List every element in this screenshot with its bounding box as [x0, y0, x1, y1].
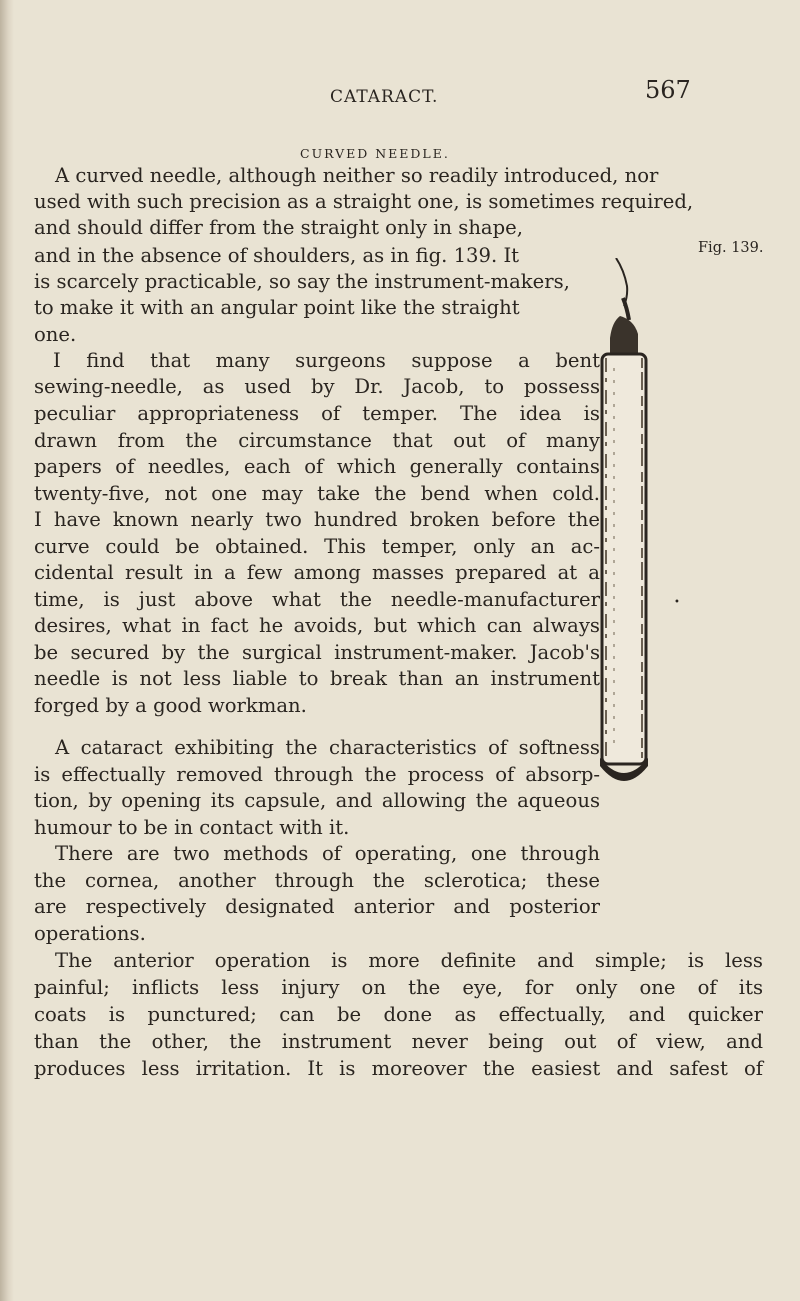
text-line: is scarcely practicable, so say the instrument-makers,	[34, 270, 570, 293]
text-line: used with such precision as a straight one, is sometimes required,	[34, 190, 694, 213]
text-line: is effectually removed through the process of absorp-	[34, 763, 600, 786]
text-line: peculiar appropriateness of temper. The idea is	[34, 402, 600, 425]
page-edge	[0, 0, 14, 1301]
text-line: needle is not less liable to break than an instrument	[34, 667, 600, 690]
curved-needle-figure-icon	[594, 258, 654, 798]
text-line: forged by a good workman.	[34, 694, 307, 717]
text-line: twenty-five, not one may take the bend when cold.	[34, 482, 600, 505]
text-line: cidental result in a few among masses prepared at a	[34, 561, 600, 584]
text-line: There are two methods of operating, one through	[55, 842, 600, 865]
text-line: are respectively designated anterior and posterior	[34, 895, 600, 918]
text-line: and in the absence of shoulders, as in fig. 139. It	[34, 244, 520, 267]
text-line: sewing-needle, as used by Dr. Jacob, to possess	[34, 375, 600, 398]
text-line: A cataract exhibiting the characteristics of softness	[55, 736, 600, 759]
text-line: operations.	[34, 922, 146, 945]
text-line: curve could be obtained. This temper, only an ac-	[34, 535, 600, 558]
text-line: than the other, the instrument never being out of view, and	[34, 1030, 763, 1053]
page-number: 567	[645, 76, 691, 104]
text-line: desires, what in fact he avoids, but which can always	[34, 614, 600, 637]
text-line: I find that many surgeons suppose a bent	[53, 349, 600, 372]
text-line: be secured by the surgical instrument-maker. Jacob's	[34, 641, 600, 664]
text-line: A curved needle, although neither so readily introduced, nor	[55, 164, 659, 187]
text-line: coats is punctured; can be done as effectually, and quicker	[34, 1003, 763, 1026]
section-title: CURVED NEEDLE.	[300, 146, 450, 161]
text-line: The anterior operation is more definite and simple; is less	[55, 949, 763, 972]
text-line: papers of needles, each of which generally contains	[34, 455, 600, 478]
running-head: CATARACT.	[330, 87, 439, 107]
text-line: painful; inflicts less injury on the eye, for only one of its	[34, 976, 763, 999]
figure-label: Fig. 139.	[698, 240, 764, 256]
text-line: produces less irritation. It is moreover the easiest and safest of	[34, 1057, 763, 1080]
text-line: the cornea, another through the sclerotica; these	[34, 869, 600, 892]
text-line: one.	[34, 323, 77, 346]
text-line: time, is just above what the needle-manufacturer	[34, 588, 600, 611]
text-line: tion, by opening its capsule, and allowing the aqueous	[34, 789, 600, 812]
text-line: I have known nearly two hundred broken before the	[34, 508, 600, 531]
stray-mark: •	[674, 597, 680, 608]
text-line: to make it with an angular point like the straight	[34, 296, 520, 319]
text-line: and should differ from the straight only in shape,	[34, 216, 523, 239]
text-line: drawn from the circumstance that out of many	[34, 429, 600, 452]
text-line: humour to be in contact with it.	[34, 816, 350, 839]
